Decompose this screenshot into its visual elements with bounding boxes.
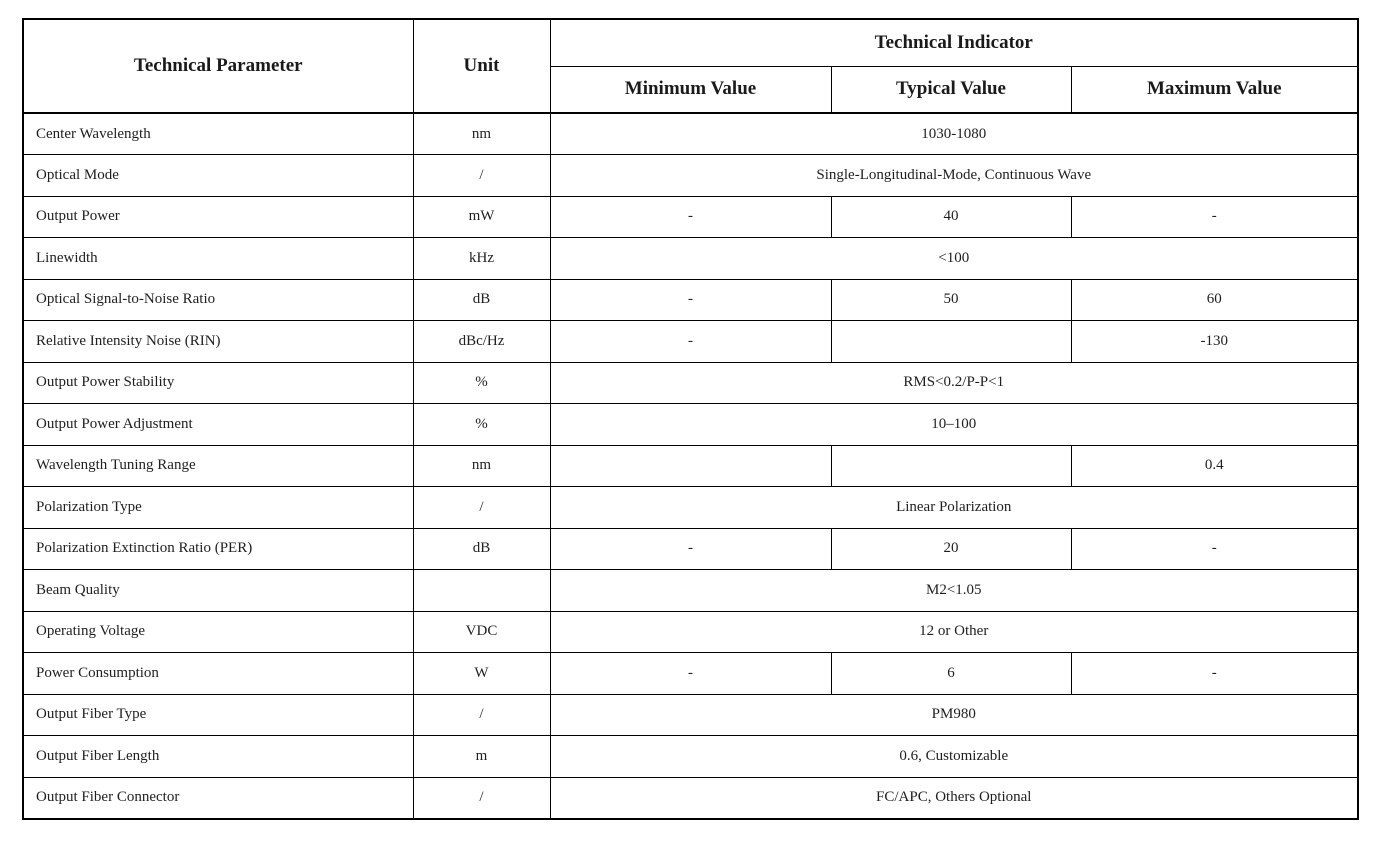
maximum-value-cell: 60 <box>1071 279 1358 321</box>
table-row <box>23 279 1358 321</box>
header-indicator: Technical Indicator <box>550 19 1358 66</box>
value-cell: M2<1.05 <box>550 570 1358 612</box>
maximum-value-cell: - <box>1071 528 1358 570</box>
unit-cell <box>413 570 550 612</box>
value-cell: PM980 <box>550 694 1358 736</box>
table-row <box>23 362 1358 404</box>
minimum-value-cell: - <box>550 279 831 321</box>
table-row <box>23 487 1358 529</box>
table-row <box>23 113 1358 155</box>
maximum-value-cell: -130 <box>1071 321 1358 363</box>
minimum-value-cell: - <box>550 653 831 695</box>
table-row <box>23 155 1358 197</box>
table-row <box>23 196 1358 238</box>
table-header <box>23 19 1358 113</box>
typical-value-cell <box>831 321 1071 363</box>
table-row <box>23 570 1358 612</box>
table-row <box>23 653 1358 695</box>
header-unit: Unit <box>413 19 550 113</box>
table-row <box>23 404 1358 446</box>
unit-cell: / <box>413 694 550 736</box>
unit-cell: W <box>413 653 550 695</box>
table-row <box>23 611 1358 653</box>
parameter-cell: Beam Quality <box>23 570 413 612</box>
minimum-value-cell: - <box>550 321 831 363</box>
unit-cell: / <box>413 777 550 819</box>
table-row <box>23 736 1358 778</box>
unit-cell: nm <box>413 113 550 155</box>
table-row <box>23 777 1358 819</box>
unit-cell: / <box>413 487 550 529</box>
typical-value-cell: 6 <box>831 653 1071 695</box>
header-parameter: Technical Parameter <box>23 19 413 113</box>
table-row <box>23 528 1358 570</box>
minimum-value-cell <box>550 445 831 487</box>
value-cell: <100 <box>550 238 1358 280</box>
unit-cell: % <box>413 362 550 404</box>
value-cell: 1030-1080 <box>550 113 1358 155</box>
parameter-cell: Polarization Extinction Ratio (PER) <box>23 528 413 570</box>
unit-cell: dBc/Hz <box>413 321 550 363</box>
parameter-cell: Polarization Type <box>23 487 413 529</box>
maximum-value-cell: - <box>1071 653 1358 695</box>
typical-value-cell: 50 <box>831 279 1071 321</box>
typical-value-cell: 40 <box>831 196 1071 238</box>
header-row-top <box>23 19 1358 66</box>
value-cell: 0.6, Customizable <box>550 736 1358 778</box>
header-typical-value: Typical Value <box>831 66 1071 113</box>
parameter-cell: Output Fiber Connector <box>23 777 413 819</box>
unit-cell: / <box>413 155 550 197</box>
maximum-value-cell: 0.4 <box>1071 445 1358 487</box>
unit-cell: kHz <box>413 238 550 280</box>
unit-cell: dB <box>413 279 550 321</box>
unit-cell: dB <box>413 528 550 570</box>
parameter-cell: Output Fiber Type <box>23 694 413 736</box>
unit-cell: nm <box>413 445 550 487</box>
parameter-cell: Output Power Adjustment <box>23 404 413 446</box>
value-cell: 10–100 <box>550 404 1358 446</box>
typical-value-cell <box>831 445 1071 487</box>
parameter-cell: Relative Intensity Noise (RIN) <box>23 321 413 363</box>
parameter-cell: Optical Mode <box>23 155 413 197</box>
parameter-cell: Wavelength Tuning Range <box>23 445 413 487</box>
parameter-cell: Output Power Stability <box>23 362 413 404</box>
parameter-cell: Optical Signal-to-Noise Ratio <box>23 279 413 321</box>
minimum-value-cell: - <box>550 528 831 570</box>
parameter-cell: Output Power <box>23 196 413 238</box>
parameter-cell: Linewidth <box>23 238 413 280</box>
table-body <box>23 113 1358 819</box>
unit-cell: % <box>413 404 550 446</box>
maximum-value-cell: - <box>1071 196 1358 238</box>
table-row <box>23 321 1358 363</box>
value-cell: RMS<0.2/P-P<1 <box>550 362 1358 404</box>
minimum-value-cell: - <box>550 196 831 238</box>
header-maximum-value: Maximum Value <box>1071 66 1358 113</box>
parameter-cell: Power Consumption <box>23 653 413 695</box>
parameter-cell: Operating Voltage <box>23 611 413 653</box>
spec-table <box>22 18 1359 820</box>
value-cell: 12 or Other <box>550 611 1358 653</box>
table-row <box>23 694 1358 736</box>
value-cell: FC/APC, Others Optional <box>550 777 1358 819</box>
unit-cell: m <box>413 736 550 778</box>
parameter-cell: Output Fiber Length <box>23 736 413 778</box>
table-row <box>23 445 1358 487</box>
value-cell: Single-Longitudinal-Mode, Continuous Wave <box>550 155 1358 197</box>
parameter-cell: Center Wavelength <box>23 113 413 155</box>
header-minimum-value: Minimum Value <box>550 66 831 113</box>
unit-cell: mW <box>413 196 550 238</box>
unit-cell: VDC <box>413 611 550 653</box>
table-row <box>23 238 1358 280</box>
typical-value-cell: 20 <box>831 528 1071 570</box>
value-cell: Linear Polarization <box>550 487 1358 529</box>
